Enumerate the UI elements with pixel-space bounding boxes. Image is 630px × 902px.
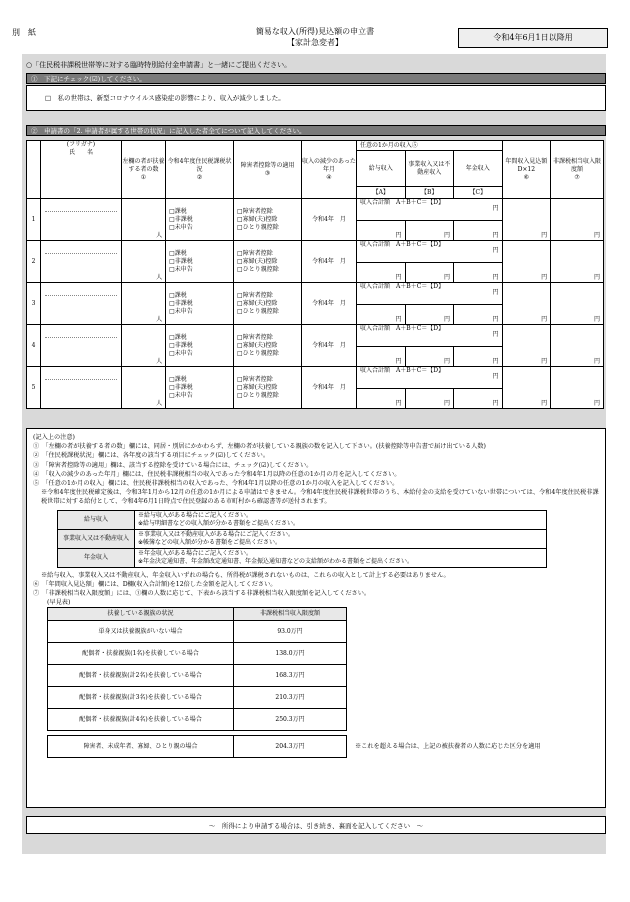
annual-income-cell[interactable]: 円 bbox=[502, 325, 551, 367]
table-row bbox=[27, 325, 604, 347]
income-sum-cell[interactable]: 収入合計額 A＋B＋C＝【D】 円 bbox=[356, 325, 502, 347]
business-cell[interactable]: 円 bbox=[405, 389, 454, 409]
monthly-income-header: 任意の1か月の収入⑤ bbox=[356, 141, 502, 151]
footer-note: ～ 所得により申請する場合は、引き続き、裏面を記入してください ～ bbox=[26, 816, 606, 834]
table-row bbox=[27, 241, 604, 263]
deduction-cell[interactable]: □障害者控除 □寡婦(夫)控除 □ひとり親控除 bbox=[234, 199, 302, 241]
salary-cell[interactable]: 円 bbox=[356, 305, 405, 325]
limit-cell[interactable]: 円 bbox=[551, 367, 604, 409]
intro-text: ○「住民税非課税世帯等に対する臨時特別給付金申請書」と一緒にご提出ください。 bbox=[26, 61, 292, 69]
table-row bbox=[27, 199, 604, 221]
household-table: (フリガナ) 氏 名 左欄の者が扶養する者の数 ① 令和4年度住民税課税状況 ② 障害者控除等の適用 ③ 収入の減少のあった年月 ④ 任意の1か月の収入⑤ 年間収入見込額 D×12 ⑥ 非課税相当収入限度額 ⑦ 給与収入 事業収入又は不動産収入 年金収入 【A】 【B】 【C】 1 人 □課税 □非課税 □未申告 □障害者控除 □寡婦(夫)控除 □ひとり親控除 令和4年 月 収入合計額 A＋B＋C＝【D】 円 円 円 円 円 円 2 人 □課税 □非課税 □未申告 □障害者控除 □寡婦(夫)控除 □ひとり親控除 令和4年 月 収入合計額 A＋B＋C＝【D】 円 円 円 円 円 円 3 人 □課税 □非課税 □未申告 □障害者控除 □寡婦(夫)控除 □ひとり親控除 令和4年 月 収入合計額 A＋B＋C＝【D】 円 円 円 円 円 円 4 人 □課税 □非課税 □未申告 □障害者控除 □寡婦(夫)控除 □ひとり親控除 令和4年 月 収入合計額 A＋B＋C＝【D】 円 円 円 円 円 円 5 人 □課税 □非課税 □未申告 □障害者控除 □寡婦(夫)控除 □ひとり親控除 令和4年 月 収入合計額 A＋B＋C＝【D】 円 円 円 円 円 円 bbox=[26, 140, 604, 409]
deduction-header: 障害者控除等の適用 ③ bbox=[234, 141, 302, 199]
tax-status-cell[interactable]: □課税 □非課税 □未申告 bbox=[166, 241, 234, 283]
decrease-month-cell[interactable]: 令和4年 月 bbox=[301, 199, 356, 241]
annual-income-cell[interactable]: 円 bbox=[502, 283, 551, 325]
section2-bar: ② 申請書の「2. 申請者が属する世帯の状況」に記入した者全てについて記入してください。 bbox=[26, 125, 606, 136]
pension-cell[interactable]: 円 bbox=[454, 305, 503, 325]
name-cell[interactable] bbox=[41, 199, 122, 241]
tax-status-cell[interactable]: □課税 □非課税 □未申告 bbox=[166, 283, 234, 325]
decrease-month-cell[interactable]: 令和4年 月 bbox=[301, 241, 356, 283]
business-cell[interactable]: 円 bbox=[405, 263, 454, 283]
annual-income-cell[interactable]: 円 bbox=[502, 241, 551, 283]
dependents-cell[interactable]: 人 bbox=[121, 241, 165, 283]
business-cell[interactable]: 円 bbox=[405, 347, 454, 367]
annual-income-cell[interactable]: 円 bbox=[502, 367, 551, 409]
decrease-month-cell[interactable]: 令和4年 月 bbox=[301, 283, 356, 325]
section1-checkbox[interactable]: □ 私の世帯は、新型コロナウイルス感染症の影響により、収入が減少しました。 bbox=[26, 85, 606, 111]
decrease-month-cell[interactable]: 令和4年 月 bbox=[301, 367, 356, 409]
tax-status-cell[interactable]: □課税 □非課税 □未申告 bbox=[166, 199, 234, 241]
row-number: 3 bbox=[27, 283, 41, 325]
pension-cell[interactable]: 円 bbox=[454, 263, 503, 283]
notes-section: (記入上の注意) ① 「左欄の者が扶養する者の数」欄には、同居・別居にかかわらず、左欄の者が扶養している親族の数を記入して下さい。(扶養控除等申告書で届け出ている人数) ② 「住民税課税状況」欄には、各年度の該当する項目にチェック(☑)してください。 ③ 「障害者控除等の適用」欄は、該当する控除を受けている場合には、チェック(☑)してください。 ④ 「収入の減少のあった年月」欄には、住民税非課税相当の収入であった令和4年1月以降の任意の1か月の月を記入してください。 ⑤ 「任意の1か月の収入」欄には、住民税非課税相当の収入であった、令和4年1月以降の任意の1か月の収入を記入してください。 ※令和4年度住民税確定後は、令和3年1月から12月の任意の1か月による申請はできません。令和4年度住民税非課税世帯のうち、本給付金の支給を受けていない世帯については、令和4年度住民税非課税世帯に対する給付として、令和4年6月1日時点で住民登録のある市町村から確認書等が送付されます。 給与収入 ※給与収入がある場合にご記入ください。 ※給与明細書などの収入額が分かる書類をご提出ください。 事業収入又は不動産収入 ※事業収入又は不動産収入がある場合にご記入ください。 ※帳簿などの収入額が分かる書類をご提出ください。 年金収入 ※年金収入がある場合にご記入ください。 ※年金決定通知書、年金額改定通知書、年金振込通知書などの支給額がわかる書類をご提出ください。 ※給与収入、事業収入又は不動産収入、年金収入いずれの場合も、所得税が課税されないものは、これらの収入として計上する必要はありません。 ⑥ 「年間収入見込額」欄には、D欄(収入合計額)を12倍した金額を記入してください。 ⑦ 「非課税相当収入限度額」には、①欄の人数に応じて、下表から該当する非課税相当収入限度額を記入してください。 (早見表) 扶養している親族の状況 非課税相当収入限度額 単身又は扶養親族がいない場合 93.0万円 配偶者・扶養親族(1名)を扶養している場合 138.0万円 配偶者・扶養親族(計2名)を扶養している場合 168.3万円 配偶者・扶養親族(計3名)を扶養している場合 210.3万円 配偶者・扶養親族(計4名)を扶養している場合 250.3万円 障害者、未成年者、寡婦、ひとり親の場合 204.3万円 ※これを超える場合は、上記の被扶養者の人数に応じた区分を適用 bbox=[26, 428, 606, 808]
pension-cell[interactable]: 円 bbox=[454, 221, 503, 241]
name-header: (フリガナ) 氏 名 bbox=[41, 141, 122, 199]
tax-status-cell[interactable]: □課税 □非課税 □未申告 bbox=[166, 367, 234, 409]
limit-note: ※これを超える場合は、上記の被扶養者の人数に応じた区分を適用 bbox=[355, 743, 541, 751]
pension-cell[interactable]: 円 bbox=[454, 347, 503, 367]
annual-income-header: 年間収入見込額 D×12 ⑥ bbox=[502, 141, 551, 199]
row-no-header bbox=[27, 141, 41, 199]
deduction-cell[interactable]: □障害者控除 □寡婦(夫)控除 □ひとり親控除 bbox=[234, 283, 302, 325]
row-number: 4 bbox=[27, 325, 41, 367]
pension-cell[interactable]: 円 bbox=[454, 389, 503, 409]
name-cell[interactable] bbox=[41, 325, 122, 367]
tax-status-cell[interactable]: □課税 □非課税 □未申告 bbox=[166, 325, 234, 367]
dependents-cell[interactable]: 人 bbox=[121, 283, 165, 325]
decrease-month-header: 収入の減少のあった年月 ④ bbox=[301, 141, 356, 199]
annual-income-cell[interactable]: 円 bbox=[502, 199, 551, 241]
limit-special-table: 障害者、未成年者、寡婦、ひとり親の場合 204.3万円 bbox=[47, 735, 347, 758]
name-cell[interactable] bbox=[41, 367, 122, 409]
date-box: 令和4年6月1日以降用 bbox=[458, 28, 608, 48]
row-number: 2 bbox=[27, 241, 41, 283]
income-sum-cell[interactable]: 収入合計額 A＋B＋C＝【D】 円 bbox=[356, 283, 502, 305]
table-row bbox=[27, 283, 604, 305]
table-row bbox=[27, 367, 604, 389]
salary-cell[interactable]: 円 bbox=[356, 221, 405, 241]
dependents-header: 左欄の者が扶養する者の数 ① bbox=[121, 141, 165, 199]
limit-quick-table: 扶養している親族の状況 非課税相当収入限度額 単身又は扶養親族がいない場合 93.0万円 配偶者・扶養親族(1名)を扶養している場合 138.0万円 配偶者・扶養親族(計2名)を扶養している場合 168.3万円 配偶者・扶養親族(計3名)を扶養している場合 210.3万円 配偶者・扶養親族(計4名)を扶養している場合 250.3万円 bbox=[47, 607, 347, 731]
salary-cell[interactable]: 円 bbox=[356, 389, 405, 409]
salary-cell[interactable]: 円 bbox=[356, 263, 405, 283]
salary-cell[interactable]: 円 bbox=[356, 347, 405, 367]
salary-header: 給与収入 bbox=[356, 151, 405, 187]
dependents-cell[interactable]: 人 bbox=[121, 199, 165, 241]
dependents-cell[interactable]: 人 bbox=[121, 325, 165, 367]
business-header: 事業収入又は不動産収入 bbox=[405, 151, 454, 187]
deduction-cell[interactable]: □障害者控除 □寡婦(夫)控除 □ひとり親控除 bbox=[234, 325, 302, 367]
row-number: 1 bbox=[27, 199, 41, 241]
limit-cell[interactable]: 円 bbox=[551, 241, 604, 283]
business-cell[interactable]: 円 bbox=[405, 221, 454, 241]
business-cell[interactable]: 円 bbox=[405, 305, 454, 325]
income-sum-cell[interactable]: 収入合計額 A＋B＋C＝【D】 円 bbox=[356, 367, 502, 389]
section1-bar: ① 下記にチェック(☑)してください。 bbox=[26, 73, 606, 84]
income-sum-cell[interactable]: 収入合計額 A＋B＋C＝【D】 円 bbox=[356, 241, 502, 263]
row-number: 5 bbox=[27, 367, 41, 409]
pension-header: 年金収入 bbox=[454, 151, 503, 187]
income-type-table: 給与収入 ※給与収入がある場合にご記入ください。 ※給与明細書などの収入額が分かる書類をご提出ください。 事業収入又は不動産収入 ※事業収入又は不動産収入がある場合にご記入ください。 ※帳簿などの収入額が分かる書類をご提出ください。 年金収入 ※年金収入がある場合にご記入ください。 ※年金決定通知書、年金額改定通知書、年金振込通知書などの支給額がわかる書類をご提出ください。 bbox=[57, 510, 547, 568]
limit-cell[interactable]: 円 bbox=[551, 325, 604, 367]
attachment-label: 別 紙 bbox=[12, 28, 36, 37]
deduction-cell[interactable]: □障害者控除 □寡婦(夫)控除 □ひとり親控除 bbox=[234, 241, 302, 283]
title-line1: 簡易な収入(所得)見込額の申立書 bbox=[255, 27, 375, 36]
dependents-cell[interactable]: 人 bbox=[121, 367, 165, 409]
name-cell[interactable] bbox=[41, 241, 122, 283]
limit-cell[interactable]: 円 bbox=[551, 199, 604, 241]
income-sum-cell[interactable]: 収入合計額 A＋B＋C＝【D】 円 bbox=[356, 199, 502, 221]
name-cell[interactable] bbox=[41, 283, 122, 325]
tax-status-header: 令和4年度住民税課税状況 ② bbox=[166, 141, 234, 199]
deduction-cell[interactable]: □障害者控除 □寡婦(夫)控除 □ひとり親控除 bbox=[234, 367, 302, 409]
limit-cell[interactable]: 円 bbox=[551, 283, 604, 325]
decrease-month-cell[interactable]: 令和4年 月 bbox=[301, 325, 356, 367]
title-line2: 【家計急変者】 bbox=[287, 38, 343, 47]
limit-header: 非課税相当収入限度額 ⑦ bbox=[551, 141, 604, 199]
